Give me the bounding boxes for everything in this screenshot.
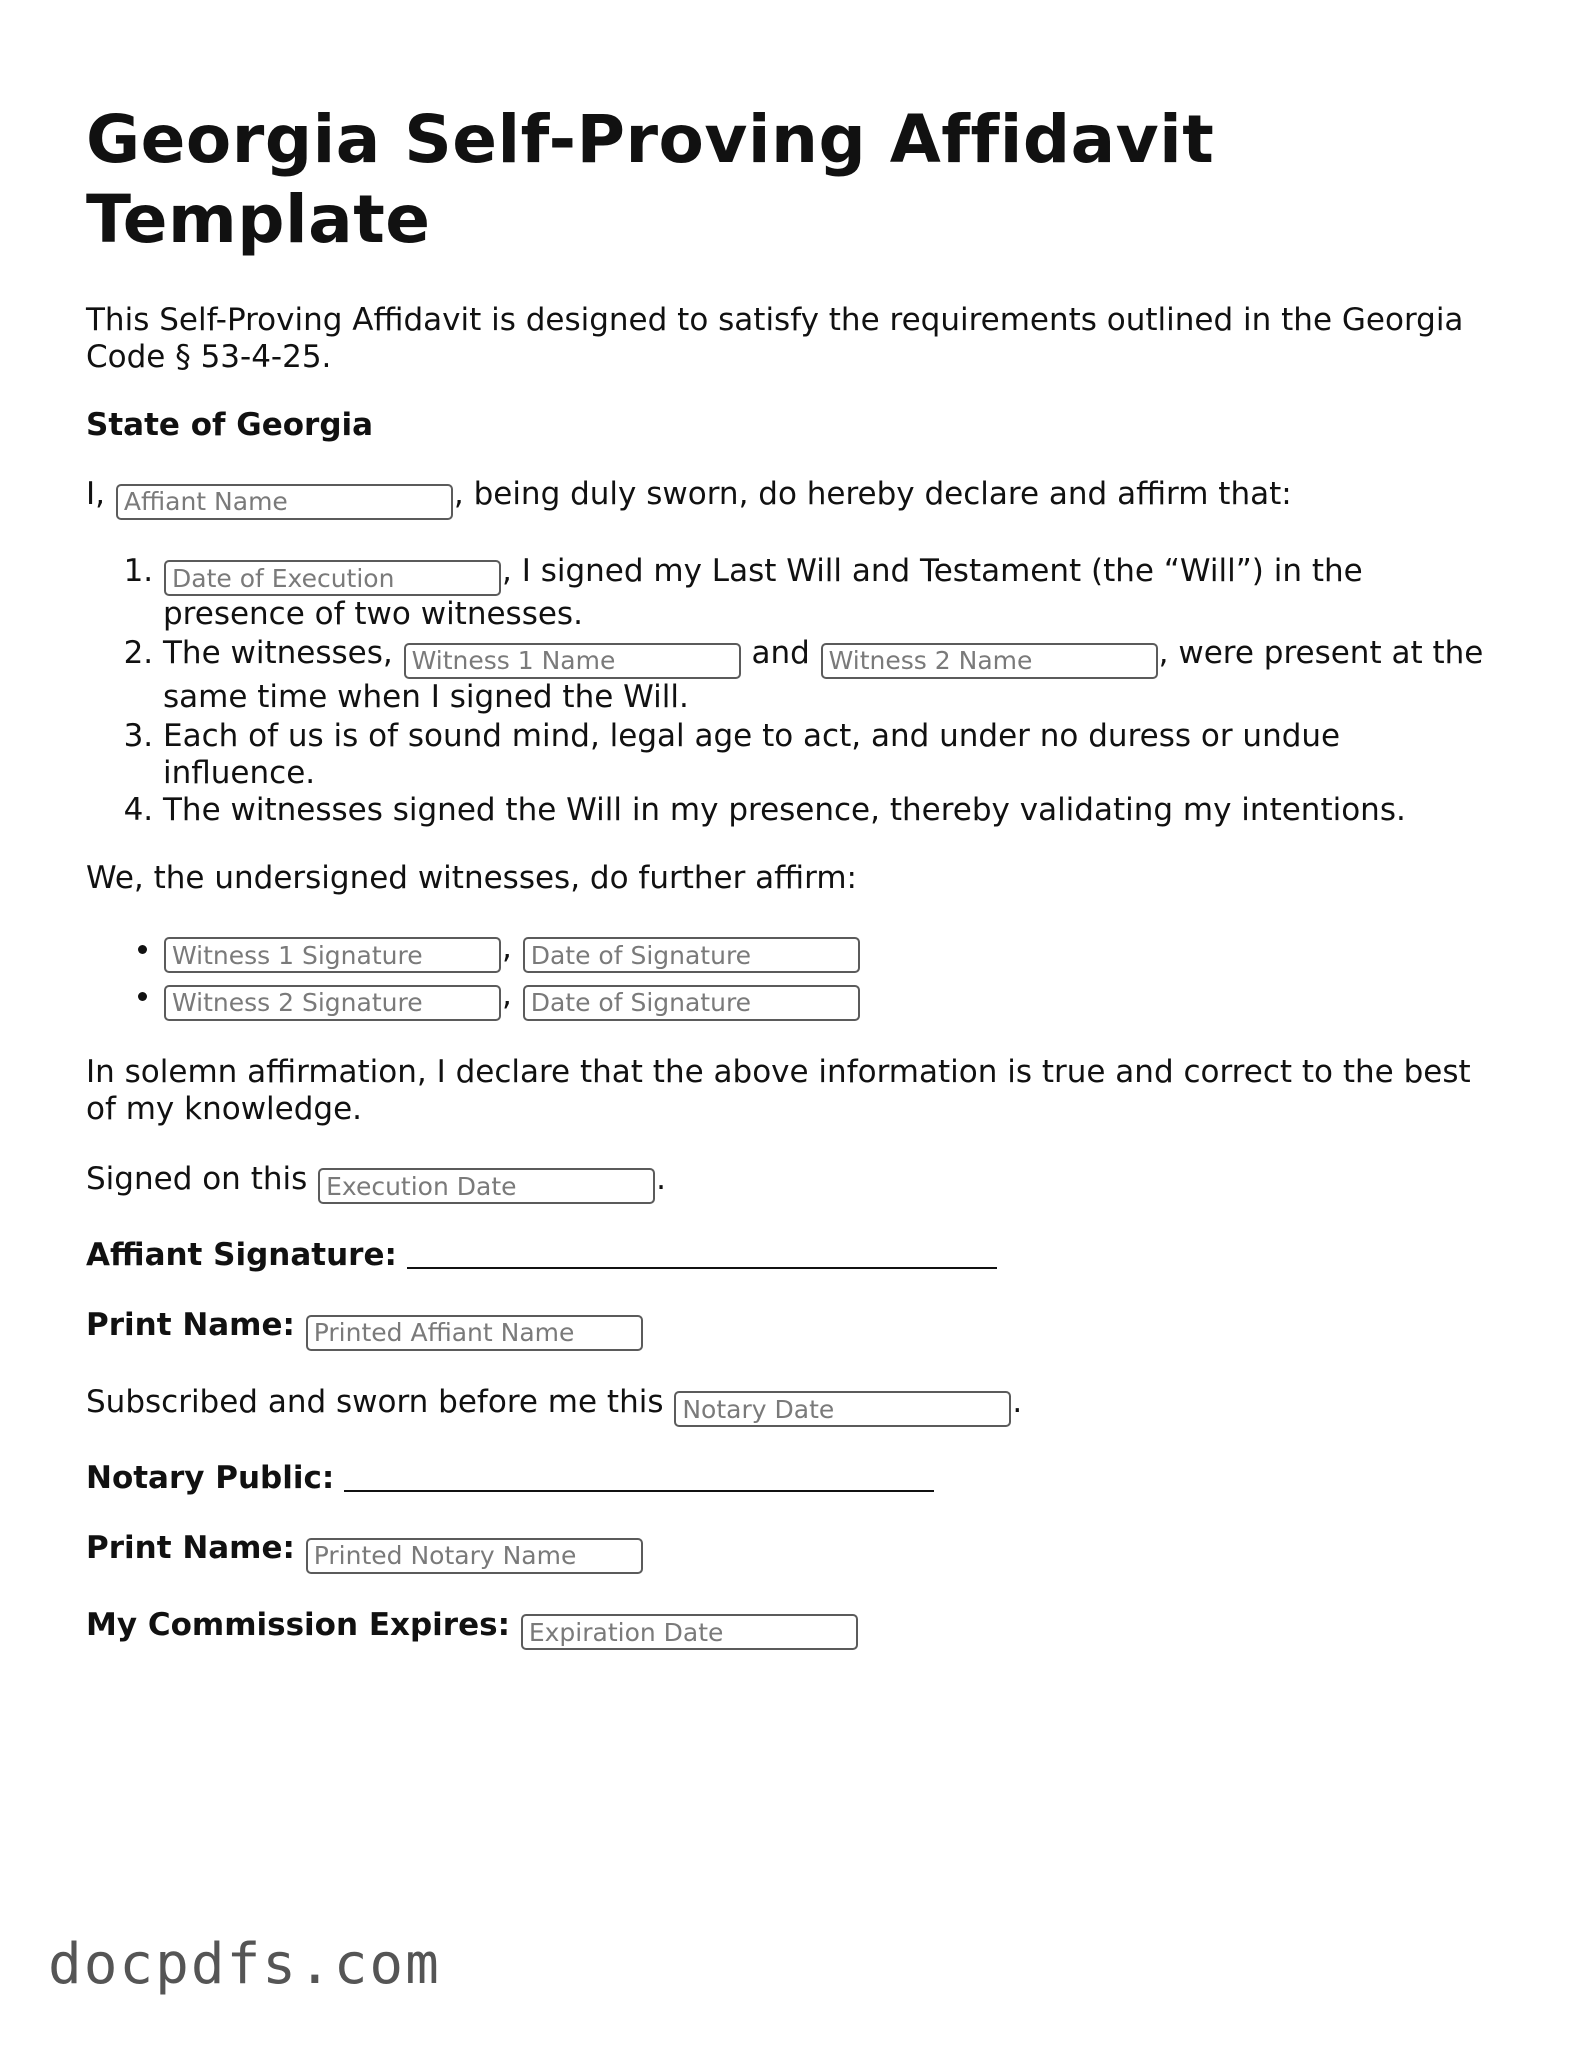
item2-prefix: The witnesses,: [163, 635, 393, 671]
signed-on-line: [86, 1161, 1496, 1205]
subscribed-line: [86, 1384, 1496, 1428]
print-name-label: Print Name:: [86, 1530, 295, 1566]
print-name-label: Print Name:: [86, 1307, 295, 1343]
affiant-signature-line: [86, 1237, 1496, 1274]
commission-line: [86, 1607, 1496, 1651]
witness-affirm-text: We, the undersigned witnesses, do further affirm:: [86, 859, 857, 896]
declaration-suffix: , being duly sworn, do hereby declare and affirm that:: [453, 476, 1292, 512]
affiant-print-name-line: [86, 1307, 1496, 1351]
witness-2-signature-input[interactable]: [164, 985, 501, 1021]
affiant-signature-blank[interactable]: [407, 1237, 997, 1269]
printed-affiant-name-input[interactable]: [306, 1315, 643, 1351]
item4-text: The witnesses signed the Will in my presence, thereby validating my intentions.: [163, 791, 1406, 828]
notary-signature-blank[interactable]: [344, 1460, 934, 1492]
watermark: docpdfs.com: [48, 1932, 441, 1997]
subscribed-prefix: Subscribed and sworn before me this: [86, 1383, 664, 1420]
declaration-list: [86, 553, 1496, 829]
affiant-name-input[interactable]: [116, 484, 453, 520]
item1-text: , I signed my Last Will and Testament (the “Will”) in the presence of two witnesses.: [163, 552, 1363, 632]
witness-1-signature-input[interactable]: [164, 937, 501, 973]
witness-signature-row: [163, 977, 1496, 1021]
execution-date-input[interactable]: [318, 1168, 655, 1204]
page-title: Georgia Self-Proving Affidavit Template: [86, 101, 1215, 258]
list-item: [163, 635, 1496, 716]
witness-1-date-input[interactable]: [523, 937, 860, 973]
subscribed-suffix: .: [1012, 1383, 1023, 1420]
item2-middle: and: [751, 635, 810, 671]
list-item: [163, 553, 1496, 634]
item3-text: Each of us is of sound mind, legal age to act, and under no duress or undue influence.: [163, 717, 1341, 791]
separator: ,: [502, 929, 512, 966]
solemn-affirmation: In solemn affirmation, I declare that the above information is true and correct to the best of my knowledge.: [86, 1053, 1471, 1127]
notary-public-label: Notary Public:: [86, 1460, 335, 1496]
separator: ,: [502, 977, 512, 1013]
intro-paragraph: This Self-Proving Affidavit is designed to satisfy the requirements outlined in the Georgia Code § 53-4-25.: [86, 302, 1464, 375]
expiration-date-input[interactable]: [521, 1614, 858, 1650]
witness-signature-list: [86, 930, 1496, 1021]
notary-print-name-line: [86, 1530, 1496, 1574]
notary-date-input[interactable]: [674, 1391, 1011, 1427]
witness-signature-row: [163, 930, 1496, 974]
witness-2-name-input[interactable]: [821, 643, 1158, 679]
printed-notary-name-input[interactable]: [306, 1538, 643, 1574]
commission-label: My Commission Expires:: [86, 1606, 510, 1643]
date-of-execution-input[interactable]: [164, 560, 501, 596]
list-item: [163, 718, 1496, 792]
notary-signature-line: [86, 1460, 1496, 1497]
signed-on-suffix: .: [656, 1160, 666, 1197]
list-item: [163, 792, 1496, 829]
affiant-signature-label: Affiant Signature:: [86, 1237, 397, 1273]
declaration-prefix: I,: [86, 476, 105, 512]
signed-on-prefix: Signed on this: [86, 1160, 308, 1197]
witness-2-date-input[interactable]: [523, 985, 860, 1021]
state-heading: State of Georgia: [86, 407, 374, 443]
witness-1-name-input[interactable]: [404, 643, 741, 679]
item2-suffix: , were present at the same time when I signed the Will.: [163, 635, 1484, 715]
declaration-line: [86, 476, 1496, 520]
document-page: [86, 100, 1496, 1683]
